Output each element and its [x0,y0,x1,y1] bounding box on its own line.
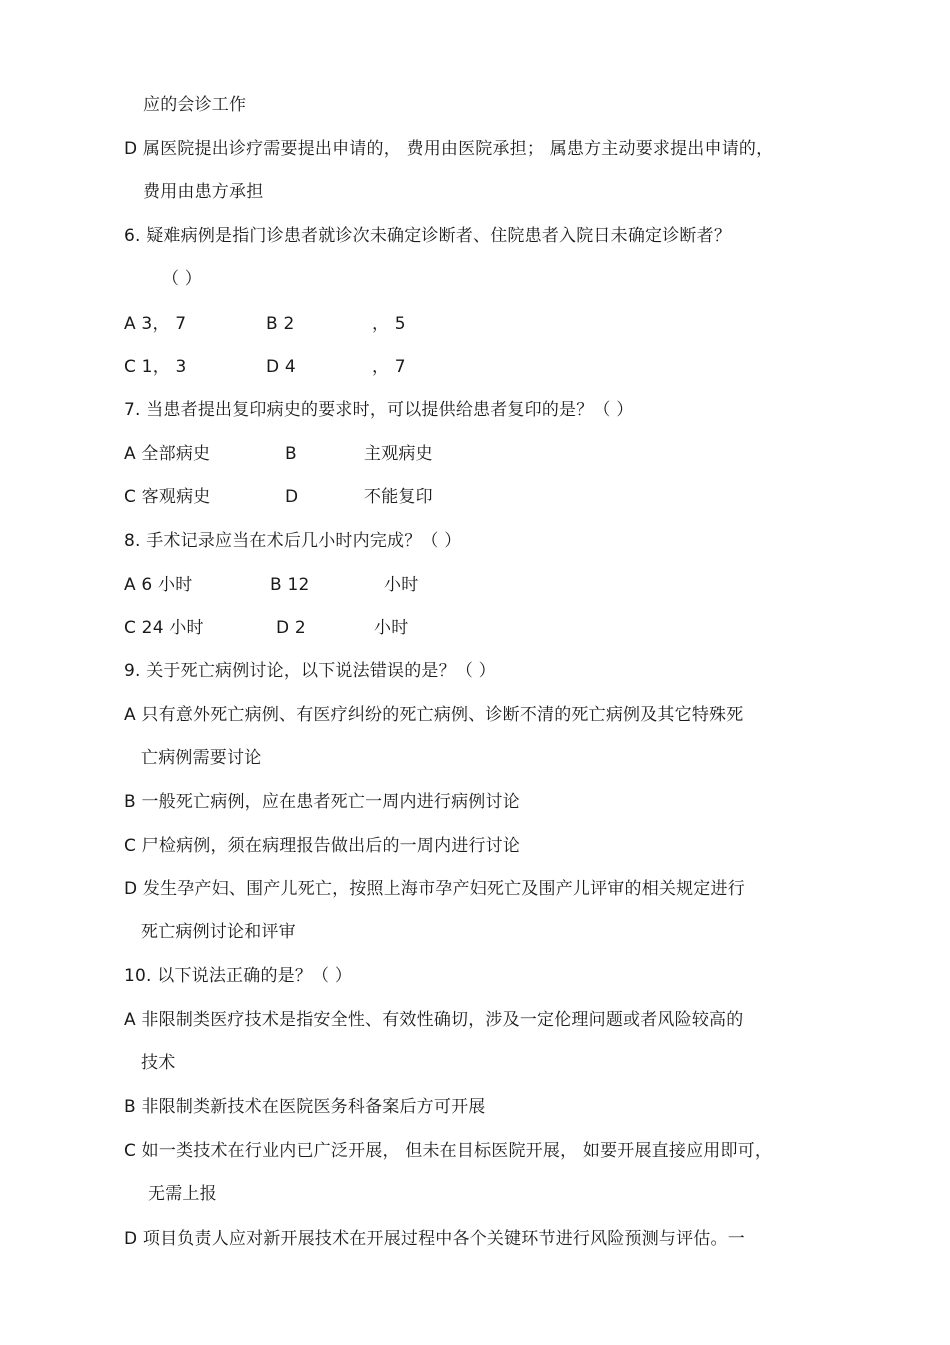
text-line: 应的会诊工作 [143,95,247,115]
option-c: C 尸检病例，须在病理报告做出后的一周内进行讨论 [124,836,521,856]
option-d: D 4 [266,357,296,377]
option-b: B [285,444,297,464]
answer-blank: （ ） [162,269,203,289]
option-b: B 非限制类新技术在医院医务科备案后方可开展 [124,1097,486,1117]
option-b-value: 小时 [384,575,419,595]
question-8-stem: 8. 手术记录应当在术后几小时内完成？（ ） [124,531,462,551]
option-d-continued: 死亡病例讨论和评审 [141,922,296,942]
option-d: D 项目负责人应对新开展技术在开展过程中各个关键环节进行风险预测与评估。一 [124,1229,745,1249]
option-c-continued: 无需上报 [148,1184,217,1204]
text-line: 费用由患方承担 [143,182,264,202]
question-10-stem: 10. 以下说法正确的是？（ ） [124,966,353,986]
option-a-continued: 技术 [141,1053,176,1073]
option-b-value: ， 5 [372,314,406,334]
option-a: A 只有意外死亡病例、有医疗纠纷的死亡病例、诊断不清的死亡病例及其它特殊死 [124,705,744,725]
option-a: A 全部病史 [124,444,211,464]
option-d: D 属医院提出诊疗需要提出申请的， 费用由医院承担； 属患方主动要求提出申请的， [124,139,774,159]
option-d: D 2 [276,618,306,638]
question-6-stem: 6. 疑难病例是指门诊患者就诊次未确定诊断者、住院患者入院日未确定诊断者？ [124,226,732,246]
option-c: C 客观病史 [124,487,211,507]
option-d-value: 小时 [374,618,409,638]
option-b: B 一般死亡病例，应在患者死亡一周内进行病例讨论 [124,792,520,812]
question-9-stem: 9. 关于死亡病例讨论，以下说法错误的是？（ ） [124,661,496,681]
option-d: D [285,487,299,507]
option-a-continued: 亡病例需要讨论 [141,748,262,768]
option-c: C 24 小时 [124,618,204,638]
option-d-value: 不能复印 [364,487,433,507]
question-7-stem: 7. 当患者提出复印病史的要求时，可以提供给患者复印的是？（ ） [124,400,634,420]
question-6-options-row-1 [124,313,186,335]
option-a: A 3， 7 [124,314,187,334]
option-b-value: 主观病史 [364,444,433,464]
option-d: D 发生孕产妇、围产儿死亡，按照上海市孕产妇死亡及围产儿评审的相关规定进行 [124,879,745,899]
option-a: A 6 小时 [124,575,193,595]
option-d-value: ， 7 [372,357,406,377]
option-b: B 12 [270,575,310,595]
option-c: C 1， 3 [124,357,187,377]
option-c: C 如一类技术在行业内已广泛开展， 但未在目标医院开展， 如要开展直接应用即可， [124,1141,773,1161]
option-a: A 非限制类医疗技术是指安全性、有效性确切，涉及一定伦理问题或者风险较高的 [124,1010,744,1030]
option-b: B 2 [266,314,295,334]
